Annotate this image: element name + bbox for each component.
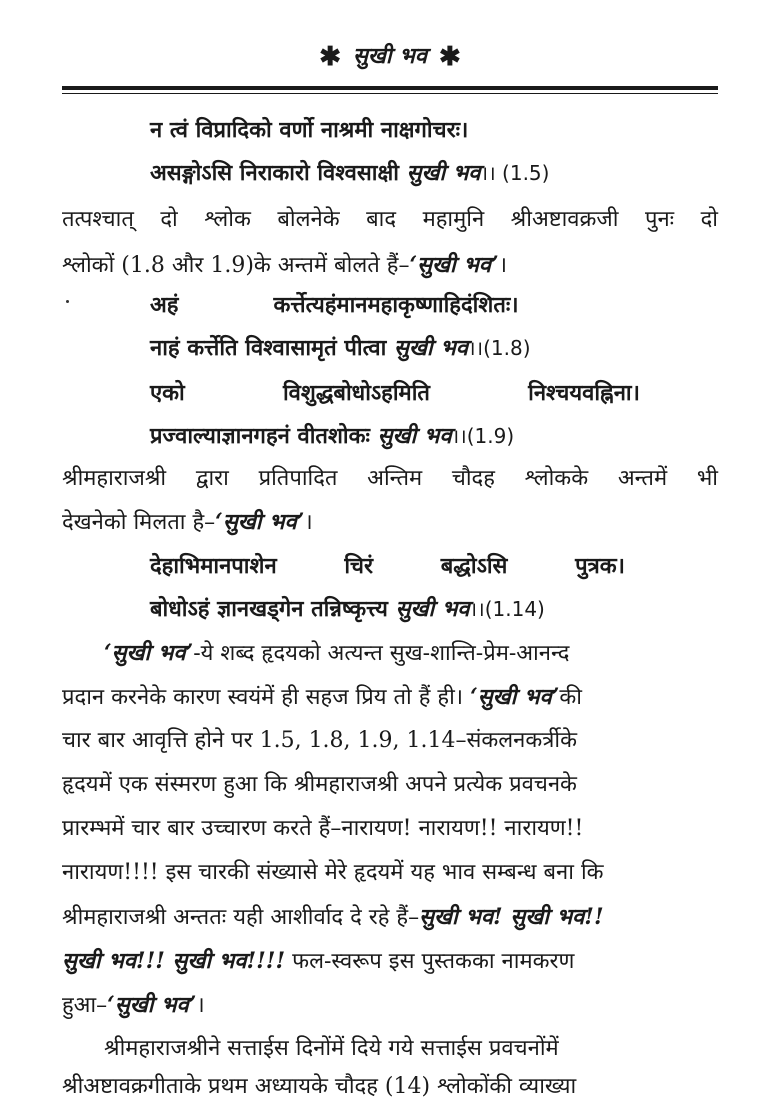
verse-line: असङ्गोऽसि निराकारो विश्वसाक्षी सुखी भव।। (1.5) [150,160,550,186]
prose-line: प्रारम्भमें चार बार उच्चारण करते हैं–नारायण! नारायण!! नारायण!! [62,816,584,841]
prose-line: श्रीमहाराजश्री द्वारा प्रतिपादित अन्तिम चौदह श्लोकके अन्तमें भी [62,466,718,491]
header-rule-thick [62,86,718,90]
prose-line: सुखी भव!!! सुखी भव!!!! फल-स्वरूप इस पुस्तकका नामकरण [62,948,575,974]
verse-reference: ।।(1.9) [451,424,515,448]
sukhi-bhav-phrase: सुखी भव [377,423,452,449]
sukhi-bhav-phrase: सुखी भव! सुखी भव!! [419,904,604,930]
sukhi-bhav-phrase: सुखी भव!!! सुखी भव!!!! [62,948,286,974]
sukhi-bhav-phrase: सुखी भव [395,596,470,622]
prose-line: श्लोकों (1.8 और 1.9)के अन्तमें बोलते हैं–‘सुखी भव’। [62,252,508,278]
asterisk-left-icon: ✱ [319,42,342,72]
prose-line: देखनेको मिलता है–‘सुखी भव’। [62,509,313,535]
print-speck [66,300,69,303]
verse-line: नाहं कर्त्तेति विश्वासामृतं पीत्वा सुखी भव।।(1.8) [150,335,531,361]
verse-line: एको विशुद्धबोधोऽहमिति निश्चयवह्निना। [150,380,640,406]
verse-line: देहाभिमानपाशेन चिरं बद्धोऽसि पुत्रक। [150,553,625,579]
header-rule-thin [62,93,718,94]
sukhi-bhav-phrase: ‘सुखी भव’ [107,992,197,1018]
verse-line: प्रज्वाल्याज्ञानगहनं वीतशोकः सुखी भव।।(1.9) [150,423,515,449]
prose-line: हृदयमें एक संस्मरण हुआ कि श्रीमहाराजश्री अपने प्रत्येक प्रवचनके [62,772,577,797]
sukhi-bhav-phrase: ‘सुखी भव’ [104,640,194,666]
prose-line: हुआ–‘सुखी भव’। [62,992,205,1018]
prose-line: चार बार आवृत्ति होने पर 1.5, 1.8, 1.9, 1.14–संकलनकर्त्रीके [62,728,578,753]
sukhi-bhav-phrase: सुखी भव [406,160,481,186]
prose-line: ‘सुखी भव’-ये शब्द हृदयको अत्यन्त सुख-शान्ति-प्रेम-आनन्द [104,640,570,666]
sukhi-bhav-phrase: ‘सुखी भव’ [409,252,499,278]
prose-line: श्रीमहाराजश्रीने सत्ताईस दिनोंमें दिये गये सत्ताईस प्रवचनोंमें [104,1036,559,1061]
sukhi-bhav-phrase: सुखी भव [394,335,468,361]
sukhi-bhav-phrase: ‘सुखी भव’ [470,684,560,710]
prose-line: प्रदान करनेके कारण स्वयंमें ही सहज प्रिय तो हैं ही। ‘सुखी भव’की [62,684,582,710]
header-title: सुखी भव [353,43,427,69]
verse-line: बोधोऽहं ज्ञानखड्गेन तन्निष्कृत्त्य सुखी भव।।(1.14) [150,596,545,622]
sukhi-bhav-phrase: ‘सुखी भव’ [215,509,305,535]
prose-line: श्रीमहाराजश्री अन्ततः यही आशीर्वाद दे रहे हैं–सुखी भव! सुखी भव!! [62,904,604,930]
running-header [0,40,780,72]
verse-line: न त्वं विप्रादिको वर्णो नाश्रमी नाक्षगोचरः। [150,117,469,143]
verse-line: अहं कर्त्तेत्यहंमानमहाकृष्णाहिदंशितः। [150,292,519,318]
prose-line: नारायण!!!! इस चारकी संख्यासे मेरे हृदयमें यह भाव सम्बन्ध बना कि [62,860,604,885]
verse-reference: ।।(1.8) [467,336,531,360]
verse-reference: ।।(1.14) [469,597,545,621]
prose-line: श्रीअष्टावक्रगीताके प्रथम अध्यायके चौदह (14) श्लोकोंकी व्याख्या [62,1074,577,1099]
prose-line: तत्पश्चात् दो श्लोक बोलनेके बाद महामुनि श्रीअष्टावक्रजी पुनः दो [62,207,718,232]
asterisk-right-icon: ✱ [438,42,461,72]
verse-reference: ।। (1.5) [480,161,550,185]
